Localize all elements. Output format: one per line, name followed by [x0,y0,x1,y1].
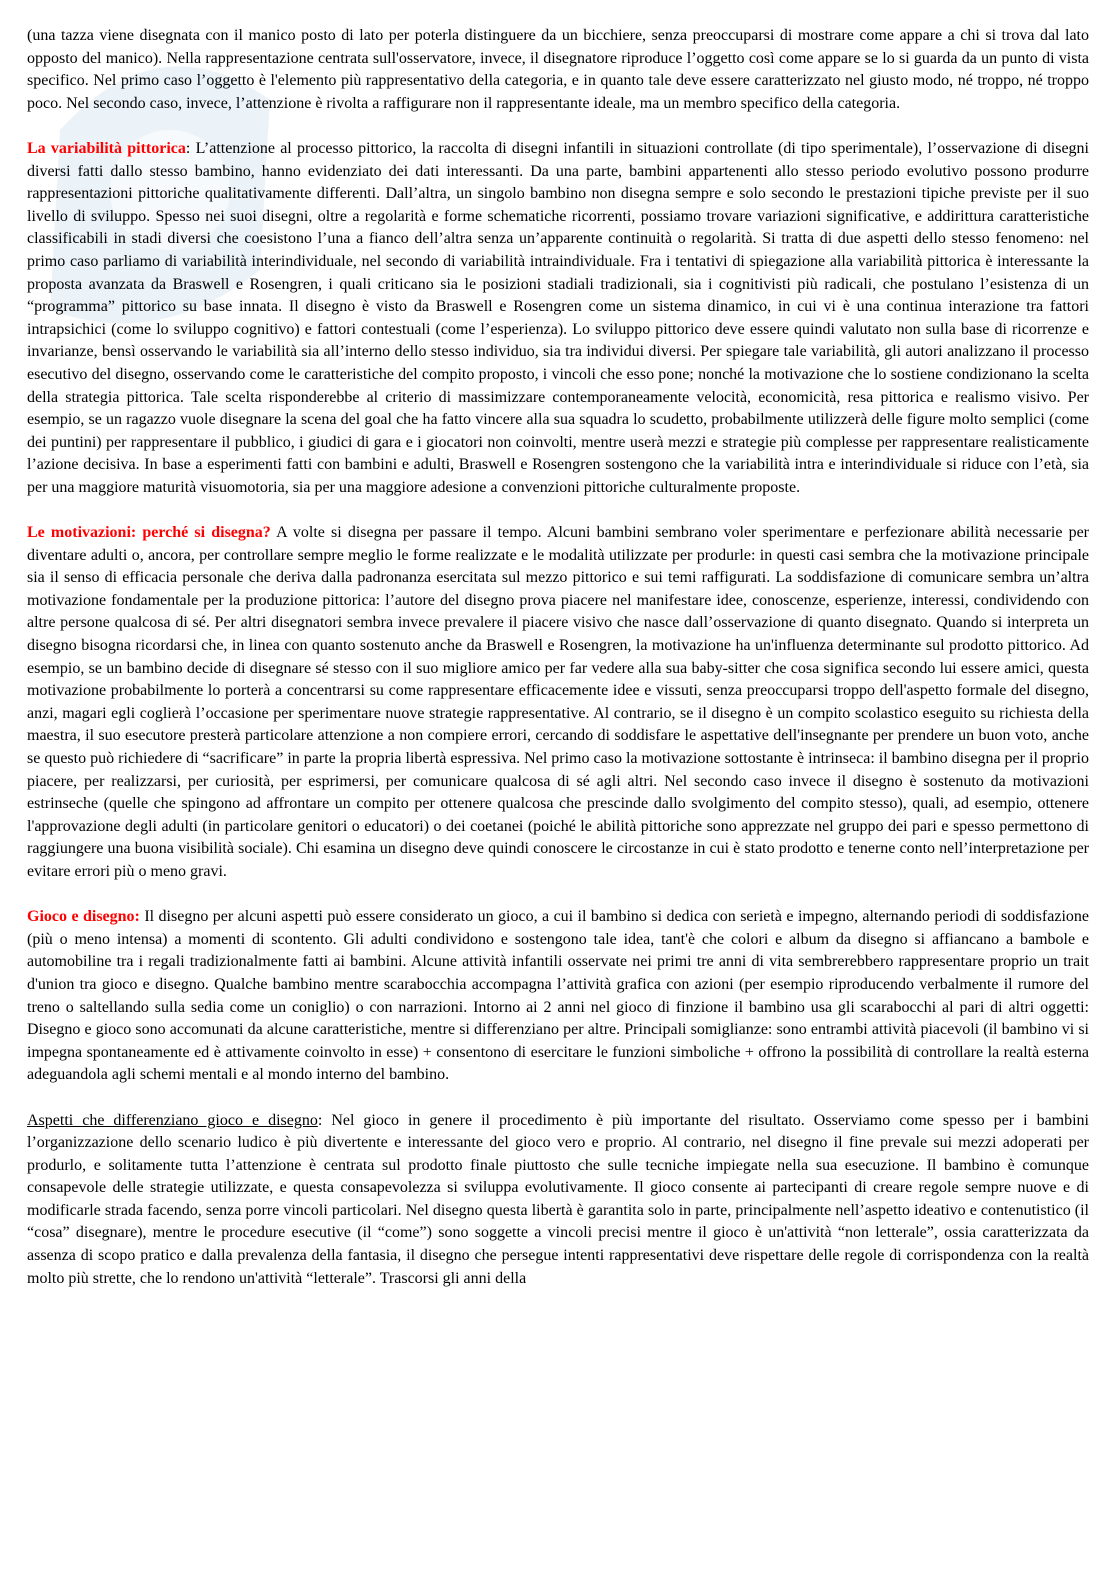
document-page [27,25,1089,1313]
paragraph-text: : Nel gioco in genere il procedimento è più importante del risultato. Osserviamo come spesso per i bambini l’organizzazione dello scenario ludico è più divertente e interessante del gioco vero e proprio. Al contrario, nel disegno il fine prevale sui mezzi adoperati per produrlo, e solitamente tutta l’attenzione è centrata sul prodotto finale piuttosto che sulle tecniche impiegate nella sua esecuzione. Il bambino è comunque consapevole delle strategie utilizzate, e questa consapevolezza si sviluppa evolutivamente. Il gioco consente ai partecipanti di creare regole sempre nuove e di modificarle strada facendo, senza porre vincoli particolari. Nel disegno questa libertà è garantita solo in parte, principalmente nell’aspetto ideativo e contenutistico (il “cosa” disegnare), mentre le procedure esecutive (il “come”) sono soggette a vincoli precisi mentre il gioco è un'attività “non letterale”, ossia caratterizzata da assenza di scopo pratico e dalla prevalenza della fantasia, il disegno che persegue intenti rappresentativi deve rispettare delle regole di corrispondenza con la realtà molto più strette, che lo rendono un'attività “letterale”. Trascorsi gli anni della [27,1111,1090,1287]
section-heading-aspetti: Aspetti che differenziano gioco e disegno [27,1111,318,1129]
paragraph-variabilita-pittorica [27,138,1089,500]
section-heading-motivazioni: Le motivazioni: perché si disegna? [27,524,271,542]
section-heading-gioco: Gioco e disegno: [27,908,140,926]
paragraph-text: A volte si disegna per passare il tempo. Alcuni bambini sembrano voler sperimentare e perfezionare abilità necessarie per diventare adulti o, ancora, per controllare sempre meglio le forme realizzate e le modalità utilizzate per produrle: in questi casi sembra che la motivazione principale sia il senso di efficacia personale che deriva dalla padronanza esercitata sul mezzo pittorico e sui temi raffigurati. La soddisfazione di comunicare sembra un’altra motivazione fondamentale per la produzione pittorica: l’autore del disegno prova piacere nel manifestare idee, conoscenze, esperienze, interessi, condividendo con altre persone qualcosa di sé. Per altri disegnatori sembra invece prevalere il piacere visivo che nasce dall’osservazione di quanto disegnato. Quando si interpreta un disegno bisogna ricordarsi che, in linea con quanto sostenuto anche da Braswell e Rosengren, la motivazione ha un'influenza determinante sul prodotto pittorico. Ad esempio, se un bambino decide di disegnare sé stesso con il suo migliore amico per far vedere alla sua baby-sitter che cosa significa secondo lui essere amici, questa motivazione probabilmente lo porterà a concentrarsi su come rappresentare efficacemente idee e vissuti, senza preoccuparsi troppo dell'aspetto formale del disegno, anzi, magari egli coglierà l’occasione per sperimentare nuove strategie rappresentative. Al contrario, se il disegno è un compito scolastico eseguito su richiesta della maestra, il suo esecutore presterà particolare attenzione a non compiere errori, cercando di soddisfare le aspettative dell'insegnante per prendere un buon voto, anche se questo può richiedere di “sacrificare” in parte la propria libertà espressiva. Nel primo caso la motivazione sottostante è intrinseca: il bambino disegna per il proprio piacere, per realizzarsi, per curiosità, per esprimersi, per comunicare qualcosa di sé agli altri. Nel secondo caso invece il disegno è sostenuto da motivazioni estrinseche (quelle che spingono ad affrontare un compito per ottenere qualcosa che prescinde dallo svolgimento del compito stesso), quali, ad esempio, ottenere l'approvazione degli adulti (in particolare genitori o educatori) o dei coetanei (poiché le abilità pittoriche sono apprezzate nel gruppo dei pari e spesso permettono di raggiungere una buona visibilità sociale). Chi esamina un disegno deve quindi conoscere le circostanze in cui è stato prodotto e tenerne conto nell’interpretazione per evitare errori più o meno gravi. [27,524,1090,880]
paragraph-motivazioni [27,522,1089,884]
paragraph-text: : L’attenzione al processo pittorico, la raccolta di disegni infantili in situazioni controllate (di tipo sperimentale), l’osservazione di disegni diversi fatti dallo stesso bambino, hanno evidenziato dei dati interessanti. Da una parte, bambini appartenenti allo stesso periodo evolutivo possono produrre rappresentazioni pittoriche qualitativamente differenti. Dall’altra, un singolo bambino non disegna sempre e solo secondo le prestazioni tipiche previste per il suo livello di sviluppo. Spesso nei suoi disegni, oltre a regolarità e forme schematiche ricorrenti, possiamo trovare variazioni significative, e addirittura caratteristiche classificabili in stadi diversi che coesistono l’una a fianco dell’altra senza un’apparente continuità o regolarità. Si tratta di due aspetti dello stesso fenomeno: nel primo caso parliamo di variabilità interindividuale, nel secondo di variabilità intraindividuale. Fra i tentativi di spiegazione alla variabilità pittorica è interessante la proposta avanzata da Braswell e Rosengren, i quali criticano sia le posizioni stadiali tradizionali, sia i cognitivisti più radicali, che postulano l’esistenza di un “programma” pittorico su base innata. Il disegno è visto da Braswell e Rosengren come un sistema dinamico, in cui vi è una continua interazione tra fattori intrapsichici (come lo sviluppo cognitivo) e fattori contestuali (come l’esperienza). Lo sviluppo pittorico deve essere quindi valutato non sulla base di ricorrenze e invarianze, bensì osservando le variabilità sia all’interno dello stesso individuo, sia tra individui diversi. Per spiegare tale variabilità, gli autori analizzano il processo esecutivo del disegno, osservando come le caratteristiche del compito proposto, i vincoli che esso pone; nonché la motivazione che lo sostiene condizionano la scelta della strategia pittorica. Tale scelta risponderebbe al criterio di massimizzare contemporaneamente velocità, economicità, resa pittorica e realismo visivo. Per esempio, se un ragazzo vuole disegnare la scena del goal che ha fatto vincere alla sua squadra lo scudetto, probabilmente utilizzerà delle figure molto semplici (come dei puntini) per rappresentare il pubblico, i giudici di gara e i giocatori non coinvolti, mentre userà mezzi e strategie più complesse per rappresentare realisticamente l’azione decisiva. In base a esperimenti fatti con bambini e adulti, Braswell e Rosengren sostengono che la variabilità intra e interindividuale si riduce con l’età, sia per una maggiore maturità visuomotoria, sia per una maggiore adesione a convenzioni pittoriche culturalmente proposte. [27,139,1089,496]
paragraph-gioco-disegno [27,906,1089,1087]
paragraph-aspetti-differenziano [27,1110,1089,1291]
paragraph-rappresentazione [27,25,1089,115]
paragraph-text: Il disegno per alcuni aspetti può essere considerato un gioco, a cui il bambino si dedica con serietà e impegno, alternando periodi di soddisfazione (più o meno intensa) a momenti di scontento. Gli adulti condividono e sostengono tale idea, tant'è che colori e album da disegno si affiancano a bambole e automobiline tra i regali tradizionalmente fatti ai bambini. Alcune attività infantili osservate nei primi tre anni di vita sembrerebbero rappresentare proprio un trait d'union tra gioco e disegno. Qualche bambino mentre scarabocchia accompagna l’attività grafica con azioni (per esempio riproducendo verbalmente il rumore del treno o saltellando sulla sedia come un coniglio) o con narrazioni. Intorno ai 2 anni nel gioco di finzione il bambino usa gli scarabocchi al pari di altri oggetti: Disegno e gioco sono accomunati da alcune caratteristiche, mentre si differenziano per altre. Principali somiglianze: sono entrambi attività piacevoli (il bambino vi si impegna spontaneamente ed è attivamente coinvolto in esse) + consentono di esercitare le funzioni simboliche + offrono la possibilità di controllare la realtà esterna adeguandola agli schemi mentali e al mondo interno del bambino. [27,908,1089,1084]
section-heading-variabilita: La variabilità pittorica [27,139,186,157]
paragraph-text: (una tazza viene disegnata con il manico posto di lato per poterla distinguere da un bicchiere, senza preoccuparsi di mostrare come appare a chi si trova dal lato opposto del manico). Nella rappresentazione centrata sull'osservatore, invece, il disegnatore riproduce l’oggetto così come appare se lo si guarda da un punto di vista specifico. Nel primo caso l’oggetto è l'elemento più rappresentativo della categoria, e in quanto tale deve essere caratterizzato nel giusto modo, né troppo, né troppo poco. Nel secondo caso, invece, l’attenzione è rivolta a raffigurare non il rappresentante ideale, ma un membro specifico della categoria. [27,27,1089,112]
